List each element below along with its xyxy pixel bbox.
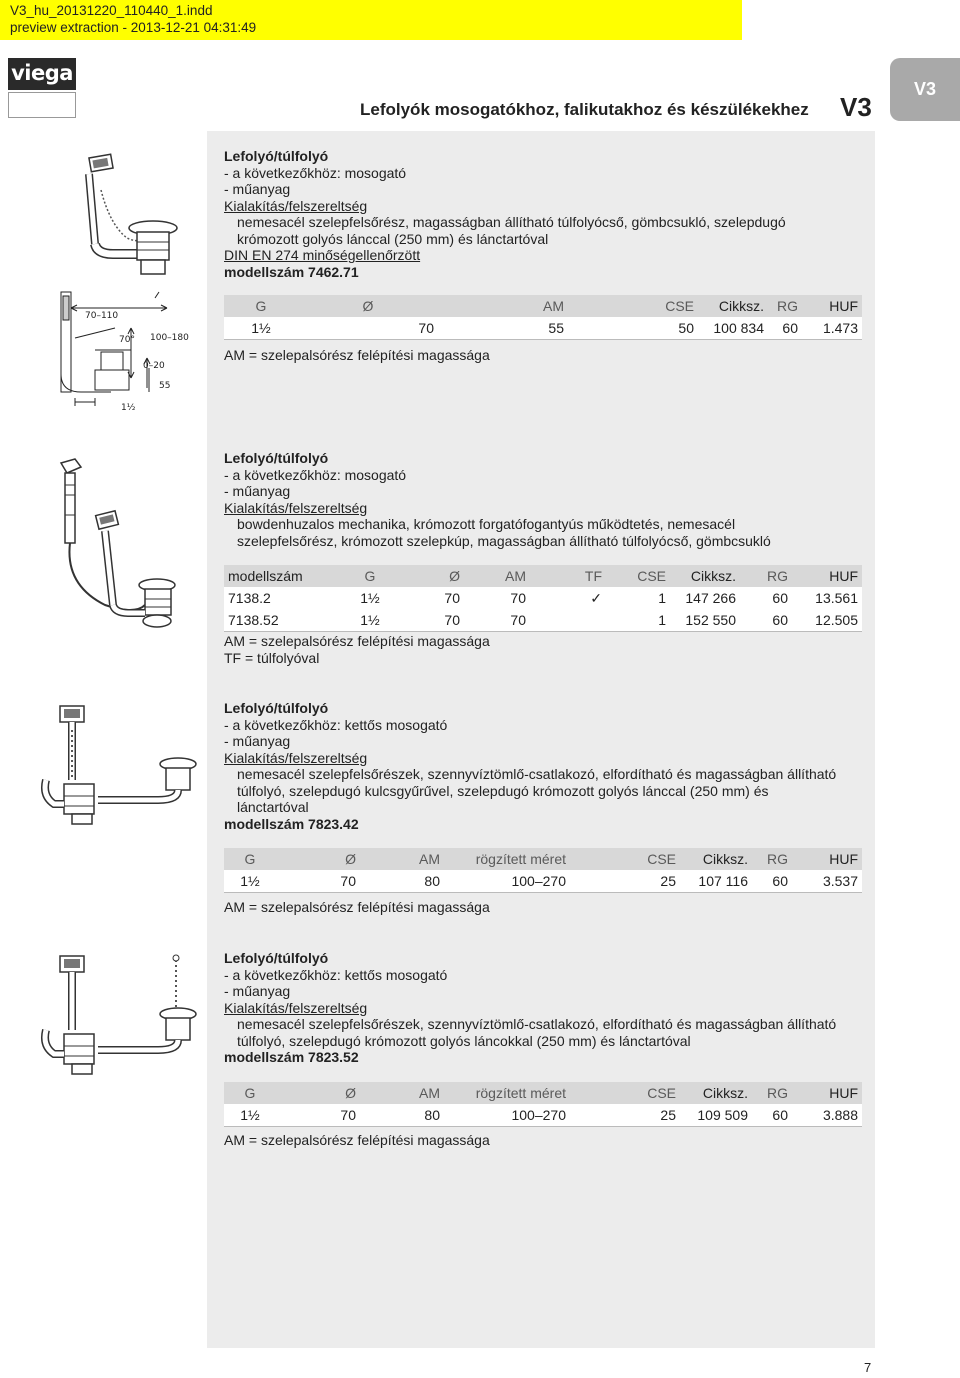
cell: 70 [510, 590, 526, 606]
table-row [224, 587, 862, 609]
spec-table-3 [224, 848, 862, 893]
feature-line: túlfolyó, szelepdugó krómozott golyós láncokkal (250 mm) és lánctartóval [237, 1032, 691, 1049]
note: AM = szelepalsórész felépítési magassága [224, 1132, 490, 1148]
cell: 60 [772, 611, 788, 628]
logo-frame [8, 92, 76, 118]
note: AM = szelepalsórész felépítési magassága [224, 347, 490, 363]
drawing-label: 70–110 [85, 311, 119, 321]
col-header: rögzített méret [475, 1085, 566, 1101]
col-header: HUF [829, 568, 858, 584]
col-header: Ø [345, 1085, 356, 1101]
cell: 1.473 [822, 319, 858, 336]
spec-table-4 [224, 1082, 862, 1127]
check-cell: ✓ [590, 589, 602, 606]
table-header-row [224, 295, 862, 317]
cell: 3.888 [822, 1106, 858, 1123]
usage-line: - a következőkhöz: mosogató [224, 466, 407, 483]
features-link[interactable]: Kialakítás/felszereltség [224, 999, 368, 1016]
col-header: G [244, 1085, 256, 1101]
col-header: Cikksz. [702, 851, 748, 867]
col-header: HUF [829, 298, 858, 314]
technical-drawing [55, 288, 205, 416]
col-header: AM [543, 298, 564, 314]
cell: 1 [658, 590, 666, 606]
feature-line: nemesacél szelepfelsőrészek, szennyvíztömlő-csatlakozó, elfordítható és magasságban állítható [237, 1016, 837, 1032]
col-header: rögzített méret [475, 851, 566, 867]
table-row [224, 1104, 862, 1126]
viega-logo: viega [8, 58, 76, 90]
note: AM = szelepalsórész felépítési magassága [224, 633, 490, 649]
table-row [224, 870, 862, 892]
usage-line: - a következőkhöz: kettős mosogató [224, 716, 448, 733]
usage-line: - a következőkhöz: kettős mosogató [224, 966, 448, 983]
usage-line: - a következőkhöz: mosogató [224, 164, 407, 181]
col-header: modellszám [228, 568, 303, 584]
cell: 1½ [240, 872, 260, 889]
cell: 80 [424, 1106, 440, 1123]
product-image-2 [45, 455, 195, 635]
preview-info: preview extraction - 2013-12-21 04:31:49 [10, 20, 257, 35]
feature-line: szelepfelsőrész, krómozott szelepkúp, magasságban állítható túlfolyócső, gömbcsukló [237, 532, 771, 549]
cell: 1½ [251, 319, 271, 336]
cell: 60 [772, 590, 788, 606]
cell: 1½ [360, 611, 380, 628]
col-header: CSE [665, 298, 694, 314]
table-header-row [224, 565, 862, 587]
col-header: AM [419, 1085, 440, 1101]
product-title: Lefolyó/túlfolyó [224, 148, 329, 164]
cell: 107 116 [698, 872, 748, 889]
cell: 25 [660, 1106, 676, 1123]
chapter-code: V3 [840, 92, 872, 122]
col-header: Ø [362, 298, 374, 314]
cell: 109 509 [697, 1106, 748, 1123]
feature-line: nemesacél szelepfelsőrész, magasságban állítható túlfolyócső, gömbcsukló, szelepdugó [237, 214, 786, 230]
cell: 25 [660, 872, 676, 889]
spec-table-1 [224, 295, 862, 340]
table-header-row [224, 1082, 862, 1104]
col-header: Cikksz. [702, 1085, 748, 1101]
feature-line: nemesacél szelepfelsőrészek, szennyvíztömlő-csatlakozó, elfordítható és magasságban állítható [237, 766, 837, 782]
product-description-3 [224, 700, 836, 832]
feature-line: krómozott golyós lánccal (250 mm) és lánctartóval [237, 230, 549, 247]
chapter-tab[interactable]: V3 [890, 58, 960, 121]
col-header: CSE [647, 851, 676, 867]
page-title: Lefolyók mosogatókhoz, falikutakhoz és készülékekhez [360, 100, 809, 119]
product-description-4 [224, 950, 836, 1066]
col-header: TF [584, 568, 602, 584]
col-header: Cikksz. [718, 298, 764, 314]
cell: 100 834 [713, 319, 764, 336]
cell: 70 [340, 872, 356, 889]
cell: 70 [444, 611, 460, 628]
product-title: Lefolyó/túlfolyó [224, 450, 329, 466]
table-row [224, 609, 862, 631]
col-header: RG [777, 298, 798, 314]
drawing-label: 100–180 [150, 333, 189, 343]
col-header: RG [767, 851, 788, 867]
col-header: CSE [637, 568, 666, 584]
cell: 80 [424, 872, 440, 889]
material-line: - műanyag [224, 733, 291, 749]
col-header: RG [767, 568, 788, 584]
drawing-label: 70° [119, 335, 135, 345]
drawing-label: 55 [159, 381, 171, 391]
cell: 3.537 [822, 872, 858, 889]
cell: 70 [510, 611, 526, 628]
cell: 70 [340, 1106, 356, 1123]
cell: 100–270 [511, 872, 566, 889]
cell: 12.505 [815, 611, 858, 628]
drawing-label: 1½ [121, 403, 136, 413]
cell: 60 [772, 1106, 788, 1123]
col-header: G [244, 851, 256, 867]
cell: 13.561 [815, 590, 858, 606]
model-number: modellszám 7823.42 [224, 815, 359, 832]
check-cell [530, 609, 606, 631]
note: TF = túlfolyóval [224, 650, 320, 666]
page-number: 7 [864, 1360, 872, 1375]
feature-line: lánctartóval [237, 799, 309, 815]
col-header: G [255, 298, 267, 314]
material-line: - műanyag [224, 983, 291, 999]
col-header: AM [419, 851, 440, 867]
note: AM = szelepalsórész felépítési magassága [224, 899, 490, 915]
col-header: G [364, 568, 376, 584]
file-name: V3_hu_20131220_110440_1.indd [10, 3, 213, 18]
cell: 1 [658, 611, 666, 628]
cell: 55 [548, 319, 564, 336]
material-line: - műanyag [224, 483, 291, 499]
features-link[interactable]: Kialakítás/felszereltség [224, 749, 368, 766]
col-header: Ø [449, 568, 460, 584]
file-meta-banner [0, 0, 742, 40]
material-line: - műanyag [224, 181, 291, 197]
cell: 70 [444, 590, 460, 606]
cell: 60 [772, 872, 788, 889]
certification-link[interactable]: DIN EN 274 minőségellenőrzött [224, 247, 421, 263]
product-image-1 [55, 150, 200, 280]
feature-line: bowdenhuzalos mechanika, krómozott forgatófogantyús működtetés, nemesacél [237, 516, 736, 532]
col-header: CSE [647, 1085, 676, 1101]
model-number: modellszám 7823.52 [224, 1049, 359, 1065]
col-header: Cikksz. [690, 568, 736, 584]
features-link[interactable]: Kialakítás/felszereltség [224, 499, 368, 516]
product-title: Lefolyó/túlfolyó [224, 700, 329, 716]
product-description-1 [224, 148, 786, 280]
col-header: RG [767, 1085, 788, 1101]
cell: 7138.52 [228, 611, 279, 628]
cell: 7138.2 [228, 590, 271, 606]
col-header: AM [505, 568, 526, 584]
cell: 70 [418, 319, 434, 336]
cell: 100–270 [511, 1106, 566, 1123]
table-header-row [224, 848, 862, 870]
cell: 50 [678, 319, 694, 336]
drawing-label: 0–20 [143, 361, 165, 371]
spec-table-2 [224, 565, 862, 632]
feature-line: túlfolyó, szelepdugó kulcsgyűrűvel, szelepdugó krómozott golyós lánccal (250 mm) és [237, 782, 769, 799]
col-header: HUF [829, 1085, 858, 1101]
cell: 152 550 [685, 611, 736, 628]
product-image-4 [38, 950, 208, 1080]
table-row [224, 317, 862, 339]
cell: 1½ [360, 590, 380, 606]
cell: 1½ [240, 1106, 260, 1123]
features-link[interactable]: Kialakítás/felszereltség [224, 197, 368, 214]
product-description-2 [224, 450, 771, 549]
cell: 147 266 [685, 590, 736, 606]
product-title: Lefolyó/túlfolyó [224, 950, 329, 966]
cell: 60 [782, 319, 798, 336]
col-header: Ø [345, 851, 356, 867]
product-image-3 [38, 700, 208, 830]
model-number: modellszám 7462.71 [224, 263, 359, 280]
col-header: HUF [829, 851, 858, 867]
